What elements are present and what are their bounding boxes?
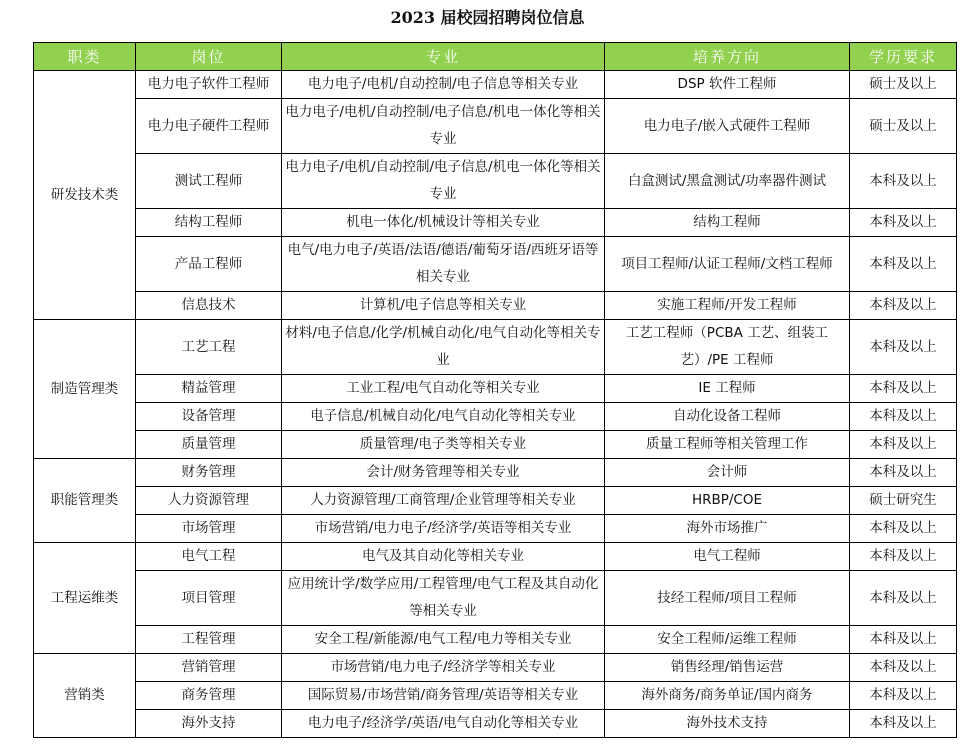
major-cell: 电力电子/电机/自动控制/电子信息/机电一体化等相关专业: [282, 99, 605, 154]
table-row: [34, 71, 957, 99]
table-row: [34, 154, 957, 209]
major-cell: 电子信息/机械自动化/电气自动化等相关专业: [282, 403, 605, 431]
position-cell: 信息技术: [136, 292, 282, 320]
major-cell: 电力电子/电机/自动控制/电子信息/机电一体化等相关专业: [282, 154, 605, 209]
major-cell: 市场营销/电力电子/经济学/英语等相关专业: [282, 515, 605, 543]
major-cell: 电气及其自动化等相关专业: [282, 543, 605, 571]
table-row: [34, 403, 957, 431]
direction-cell: 海外市场推广: [605, 515, 850, 543]
degree-cell: 硕士及以上: [850, 99, 957, 154]
degree-cell: 本科及以上: [850, 320, 957, 375]
direction-cell: 技经工程师/项目工程师: [605, 571, 850, 626]
major-cell: 安全工程/新能源/电气工程/电力等相关专业: [282, 626, 605, 654]
table-row: [34, 99, 957, 154]
table-row: [34, 710, 957, 738]
table-row: [34, 515, 957, 543]
table-body: [34, 71, 957, 738]
major-cell: 电气/电力电子/英语/法语/德语/葡萄牙语/西班牙语等相关专业: [282, 237, 605, 292]
category-cell: 职能管理类: [34, 459, 136, 543]
table-row: [34, 292, 957, 320]
position-cell: 质量管理: [136, 431, 282, 459]
table-row: [34, 320, 957, 375]
major-cell: 国际贸易/市场营销/商务管理/英语等相关专业: [282, 682, 605, 710]
direction-cell: 海外技术支持: [605, 710, 850, 738]
degree-cell: 本科及以上: [850, 403, 957, 431]
major-cell: 应用统计学/数学应用/工程管理/电气工程及其自动化等相关专业: [282, 571, 605, 626]
direction-cell: 白盒测试/黑盒测试/功率器件测试: [605, 154, 850, 209]
degree-cell: 本科及以上: [850, 237, 957, 292]
recruitment-table: [33, 42, 957, 738]
position-cell: 电力电子软件工程师: [136, 71, 282, 99]
degree-cell: 硕士研究生: [850, 487, 957, 515]
degree-cell: 本科及以上: [850, 209, 957, 237]
direction-cell: HRBP/COE: [605, 487, 850, 515]
direction-cell: 工艺工程师（PCBA 工艺、组装工艺）/PE 工程师: [605, 320, 850, 375]
table-row: [34, 543, 957, 571]
table-row: [34, 375, 957, 403]
position-cell: 项目管理: [136, 571, 282, 626]
major-cell: 机电一体化/机械设计等相关专业: [282, 209, 605, 237]
header-category: 职类: [34, 43, 136, 71]
header-direction: 培养方向: [605, 43, 850, 71]
direction-cell: 会计师: [605, 459, 850, 487]
degree-cell: 本科及以上: [850, 292, 957, 320]
position-cell: 设备管理: [136, 403, 282, 431]
position-cell: 商务管理: [136, 682, 282, 710]
direction-cell: 安全工程师/运维工程师: [605, 626, 850, 654]
direction-cell: 销售经理/销售运营: [605, 654, 850, 682]
major-cell: 会计/财务管理等相关专业: [282, 459, 605, 487]
degree-cell: 本科及以上: [850, 515, 957, 543]
table-row: [34, 237, 957, 292]
header-major: 专业: [282, 43, 605, 71]
direction-cell: 项目工程师/认证工程师/文档工程师: [605, 237, 850, 292]
major-cell: 材料/电子信息/化学/机械自动化/电气自动化等相关专业: [282, 320, 605, 375]
position-cell: 精益管理: [136, 375, 282, 403]
direction-cell: 电气工程师: [605, 543, 850, 571]
degree-cell: 本科及以上: [850, 571, 957, 626]
position-cell: 工艺工程: [136, 320, 282, 375]
category-cell: 研发技术类: [34, 71, 136, 320]
direction-cell: 实施工程师/开发工程师: [605, 292, 850, 320]
table-row: [34, 626, 957, 654]
degree-cell: 本科及以上: [850, 654, 957, 682]
header-degree: 学历要求: [850, 43, 957, 71]
direction-cell: 自动化设备工程师: [605, 403, 850, 431]
direction-cell: DSP 软件工程师: [605, 71, 850, 99]
degree-cell: 本科及以上: [850, 154, 957, 209]
degree-cell: 硕士及以上: [850, 71, 957, 99]
position-cell: 海外支持: [136, 710, 282, 738]
direction-cell: 结构工程师: [605, 209, 850, 237]
degree-cell: 本科及以上: [850, 459, 957, 487]
position-cell: 产品工程师: [136, 237, 282, 292]
degree-cell: 本科及以上: [850, 626, 957, 654]
position-cell: 电气工程: [136, 543, 282, 571]
degree-cell: 本科及以上: [850, 710, 957, 738]
major-cell: 电力电子/电机/自动控制/电子信息等相关专业: [282, 71, 605, 99]
major-cell: 市场营销/电力电子/经济学等相关专业: [282, 654, 605, 682]
position-cell: 营销管理: [136, 654, 282, 682]
major-cell: 工业工程/电气自动化等相关专业: [282, 375, 605, 403]
major-cell: 人力资源管理/工商管理/企业管理等相关专业: [282, 487, 605, 515]
position-cell: 测试工程师: [136, 154, 282, 209]
degree-cell: 本科及以上: [850, 682, 957, 710]
category-cell: 制造管理类: [34, 320, 136, 459]
table-row: [34, 209, 957, 237]
table-row: [34, 682, 957, 710]
direction-cell: 电力电子/嵌入式硬件工程师: [605, 99, 850, 154]
major-cell: 质量管理/电子类等相关专业: [282, 431, 605, 459]
header-position: 岗位: [136, 43, 282, 71]
category-cell: 营销类: [34, 654, 136, 738]
direction-cell: 质量工程师等相关管理工作: [605, 431, 850, 459]
major-cell: 电力电子/经济学/英语/电气自动化等相关专业: [282, 710, 605, 738]
table-row: [34, 654, 957, 682]
table-row: [34, 459, 957, 487]
direction-cell: 海外商务/商务单证/国内商务: [605, 682, 850, 710]
position-cell: 电力电子硬件工程师: [136, 99, 282, 154]
degree-cell: 本科及以上: [850, 375, 957, 403]
table-row: [34, 487, 957, 515]
position-cell: 工程管理: [136, 626, 282, 654]
position-cell: 市场管理: [136, 515, 282, 543]
position-cell: 财务管理: [136, 459, 282, 487]
degree-cell: 本科及以上: [850, 543, 957, 571]
page-title: 2023 届校园招聘岗位信息: [390, 8, 585, 27]
table-row: [34, 571, 957, 626]
position-cell: 人力资源管理: [136, 487, 282, 515]
major-cell: 计算机/电子信息等相关专业: [282, 292, 605, 320]
table-row: [34, 431, 957, 459]
direction-cell: IE 工程师: [605, 375, 850, 403]
degree-cell: 本科及以上: [850, 431, 957, 459]
table-header-row: [34, 43, 957, 71]
category-cell: 工程运维类: [34, 543, 136, 654]
position-cell: 结构工程师: [136, 209, 282, 237]
